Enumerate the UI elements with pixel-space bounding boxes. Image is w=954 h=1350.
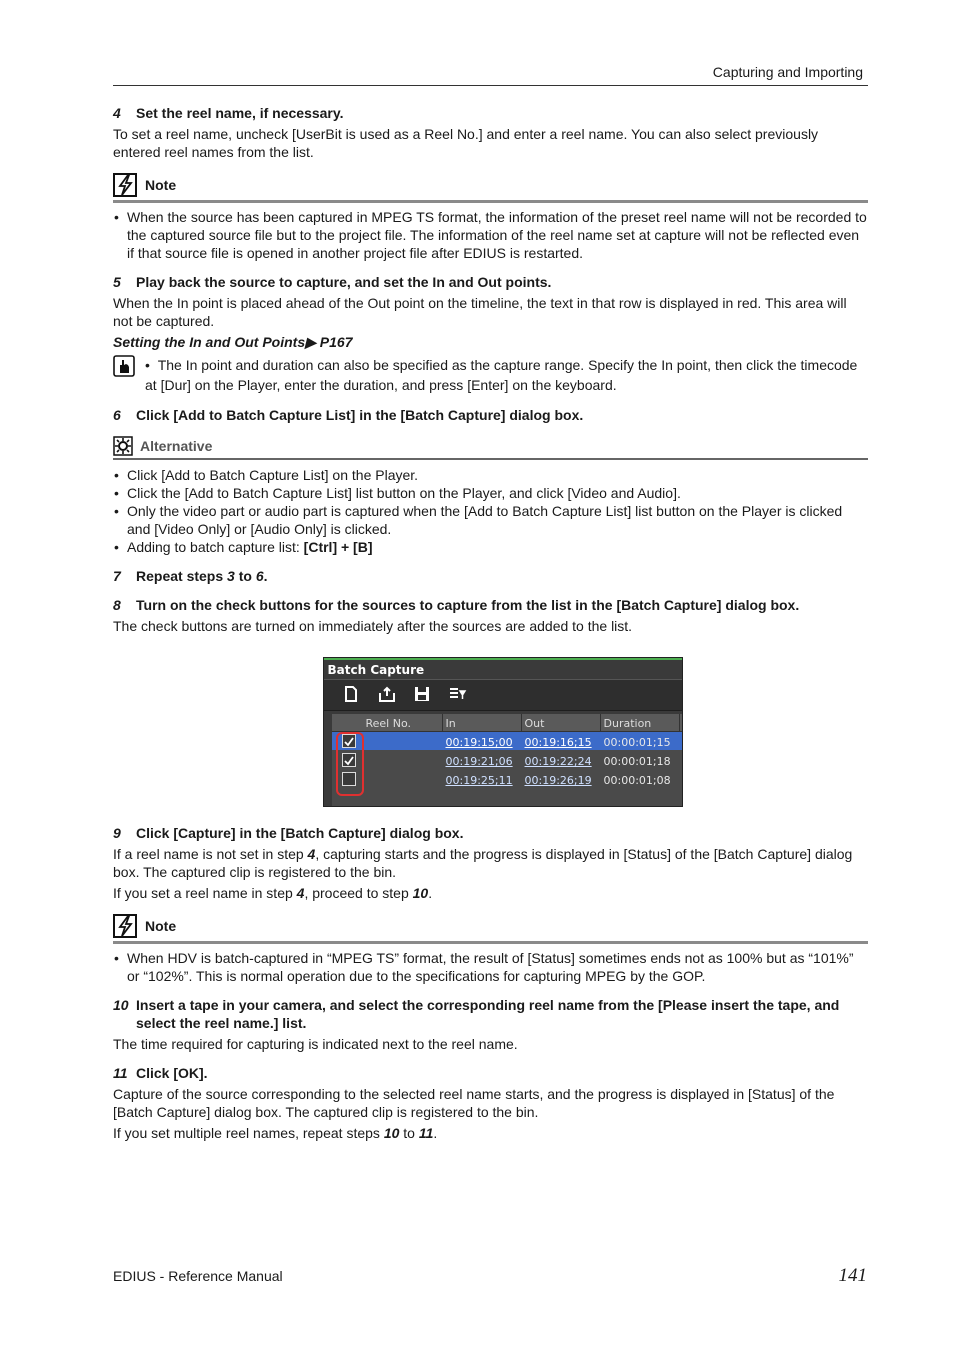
header-rule bbox=[113, 85, 868, 86]
title-part: to bbox=[234, 568, 256, 584]
batch-list bbox=[332, 714, 682, 806]
step-11-body: Capture of the source corresponding to the selected reel name starts, and the progress is displayed in [Status] of the [Batch Capture] dialog box. The captured clip is registered to the bin. bbox=[113, 1086, 835, 1120]
title-part: Repeat steps bbox=[136, 568, 228, 584]
column-divider bbox=[600, 714, 601, 731]
text-part: If you set multiple reel names, repeat steps bbox=[113, 1125, 384, 1141]
shortcut-prefix: Adding to batch capture list: bbox=[127, 539, 304, 555]
title-part: . bbox=[263, 568, 268, 584]
new-file-icon[interactable] bbox=[342, 685, 360, 703]
table-row[interactable] bbox=[332, 770, 682, 788]
text-part: If you set a reel name in step bbox=[113, 885, 297, 901]
column-header[interactable]: Duration bbox=[603, 717, 652, 730]
list-item bbox=[113, 538, 868, 556]
list-item: • When HDV is batch-captured in “MPEG TS” format, the result of [Status] sometimes ends not as 100% but as “101%” or “102%”. This is normal operation due to the specifications for capturing MPEG by the GOP. bbox=[113, 949, 868, 985]
out-cell[interactable]: 00:19:16;15 bbox=[524, 736, 592, 749]
note-header bbox=[113, 170, 868, 203]
running-header: Capturing and Importing bbox=[712, 64, 863, 80]
step-11 bbox=[113, 1064, 868, 1082]
tip-block bbox=[113, 355, 868, 395]
step-title: Click [Capture] in the [Batch Capture] dialog box. bbox=[136, 825, 464, 841]
in-cell[interactable]: 00:19:15;00 bbox=[445, 736, 513, 749]
text-part: If a reel name is not set in step bbox=[113, 846, 308, 862]
alternative-header bbox=[113, 434, 868, 460]
text-part: . bbox=[428, 885, 433, 901]
footer-manual-title: EDIUS - Reference Manual bbox=[113, 1268, 283, 1284]
alternative-label: Alternative bbox=[140, 438, 213, 454]
shortcut-keys: [Ctrl] + [B] bbox=[303, 539, 373, 555]
step-ref: 10 bbox=[412, 885, 429, 901]
step-10-body: The time required for capturing is indicated next to the reel name. bbox=[113, 1036, 518, 1052]
step-title: Click [OK]. bbox=[136, 1065, 208, 1081]
step-ref: 10 bbox=[383, 1125, 400, 1141]
toolbar bbox=[324, 679, 682, 711]
step-ref: 4 bbox=[296, 885, 305, 901]
table-row[interactable] bbox=[332, 732, 682, 750]
step-title: Insert a tape in your camera, and select the corresponding reel name from the [Please insert the tape, and select the reel name.] list. bbox=[136, 997, 840, 1031]
step-5 bbox=[113, 273, 868, 291]
step-number: 9 bbox=[113, 825, 121, 841]
page-number: 141 bbox=[838, 1265, 867, 1286]
out-cell[interactable]: 00:19:22;24 bbox=[524, 755, 592, 768]
note-lightning-icon bbox=[113, 173, 137, 197]
text-part: . bbox=[433, 1125, 438, 1141]
step-9 bbox=[113, 824, 868, 842]
list-header bbox=[332, 714, 682, 732]
column-divider bbox=[521, 714, 522, 731]
duration-cell: 00:00:01;08 bbox=[603, 774, 671, 787]
dialog-title: Batch Capture bbox=[327, 663, 425, 677]
step-title: Set the reel name, if necessary. bbox=[136, 105, 344, 121]
duration-cell: 00:00:01;15 bbox=[603, 736, 671, 749]
step-11-body-2 bbox=[113, 1124, 868, 1142]
bullet-icon: • bbox=[145, 357, 158, 373]
add-to-list-icon[interactable] bbox=[449, 685, 467, 703]
step-10 bbox=[113, 996, 868, 1032]
page-content bbox=[113, 104, 868, 1142]
step-number: 11 bbox=[113, 1065, 128, 1081]
step-4 bbox=[113, 104, 868, 122]
step-ref: 6 bbox=[255, 568, 264, 584]
note-label: Note bbox=[145, 177, 177, 193]
step-ref: 4 bbox=[307, 846, 316, 862]
note-2-list bbox=[113, 949, 868, 985]
hand-pointer-icon bbox=[113, 355, 135, 377]
step-ref: 3 bbox=[227, 568, 235, 584]
note-label: Note bbox=[145, 918, 177, 934]
cross-reference[interactable] bbox=[113, 333, 868, 351]
duration-cell: 00:00:01;18 bbox=[603, 755, 671, 768]
text-part: to bbox=[399, 1125, 419, 1141]
step-number: 8 bbox=[113, 597, 121, 613]
table-row[interactable] bbox=[332, 751, 682, 769]
list-item: • Only the video part or audio part is captured when the [Add to Batch Capture List] list button on the Player is clicked and [Video Only] or [Audio Only] is clicked. bbox=[113, 502, 868, 538]
column-header[interactable]: Reel No. bbox=[365, 717, 411, 730]
save-icon[interactable] bbox=[413, 685, 431, 703]
step-8 bbox=[113, 596, 868, 614]
step-title: Turn on the check buttons for the sources to capture from the list in the [Batch Capture] dialog box. bbox=[136, 597, 800, 613]
column-header[interactable]: In bbox=[445, 717, 456, 730]
accent-bar bbox=[324, 658, 682, 660]
step-9-body bbox=[113, 845, 868, 881]
tip-content: The In point and duration can also be specified as the capture range. Specify the In point, then click the timecode at [Dur] on the Player, enter the duration, and press [Enter] on the keyboard. bbox=[145, 357, 858, 393]
alternative-list bbox=[113, 466, 868, 556]
export-icon[interactable] bbox=[378, 685, 396, 703]
column-divider bbox=[679, 714, 680, 731]
text-part: , capturing starts and the progress is displayed in [Status] of the [Batch Capture] dialog box. The captured clip is registered to the bin. bbox=[113, 846, 853, 880]
step-number: 10 bbox=[113, 997, 129, 1013]
note-1-list bbox=[113, 208, 868, 262]
checkbox-highlight bbox=[336, 732, 364, 796]
note-lightning-icon bbox=[113, 914, 137, 938]
list-item: • Click [Add to Batch Capture List] on the Player. bbox=[113, 466, 868, 484]
step-6 bbox=[113, 406, 868, 424]
step-title bbox=[136, 567, 868, 585]
batch-capture-screenshot bbox=[323, 657, 683, 807]
note-header bbox=[113, 911, 868, 944]
alternative-gear-icon bbox=[113, 436, 133, 456]
column-divider bbox=[442, 714, 443, 731]
out-cell[interactable]: 00:19:26;19 bbox=[524, 774, 592, 787]
text-part: , proceed to step bbox=[304, 885, 413, 901]
step-8-body: The check buttons are turned on immediately after the sources are added to the list. bbox=[113, 618, 633, 634]
ref-page: P167 bbox=[319, 334, 353, 350]
step-title: Click [Add to Batch Capture List] in the [Batch Capture] dialog box. bbox=[136, 407, 584, 423]
tip-text bbox=[145, 355, 868, 395]
ref-text: Setting the In and Out Points bbox=[113, 334, 306, 350]
step-number: 5 bbox=[113, 274, 121, 290]
column-header[interactable]: Out bbox=[524, 717, 545, 730]
step-number: 4 bbox=[113, 105, 121, 121]
step-ref: 11 bbox=[418, 1125, 434, 1141]
step-9-body-2 bbox=[113, 884, 868, 902]
step-number: 7 bbox=[113, 568, 121, 584]
step-title: Play back the source to capture, and set the In and Out points. bbox=[136, 274, 552, 290]
step-7 bbox=[113, 567, 868, 585]
in-cell[interactable]: 00:19:21;06 bbox=[445, 755, 513, 768]
in-cell[interactable]: 00:19:25;11 bbox=[445, 774, 513, 787]
list-item: • Click the [Add to Batch Capture List] list button on the Player, and click [Video and Audio]. bbox=[113, 484, 868, 502]
step-5-body: When the In point is placed ahead of the Out point on the timeline, the text in that row is displayed in red. This area will not be captured. bbox=[113, 295, 847, 329]
arrow-right-icon: ▶ bbox=[305, 334, 316, 350]
step-4-body: To set a reel name, uncheck [UserBit is used as a Reel No.] and enter a reel name. You can also select previously entered reel names from the list. bbox=[113, 126, 819, 160]
list-item: • When the source has been captured in MPEG TS format, the information of the preset reel name will not be recorded to the captured source file but to the project file. The information of the reel name set at capture will not be reflected even if that source file is opened in another project file after EDIUS is restarted. bbox=[113, 208, 868, 262]
step-number: 6 bbox=[113, 407, 121, 423]
